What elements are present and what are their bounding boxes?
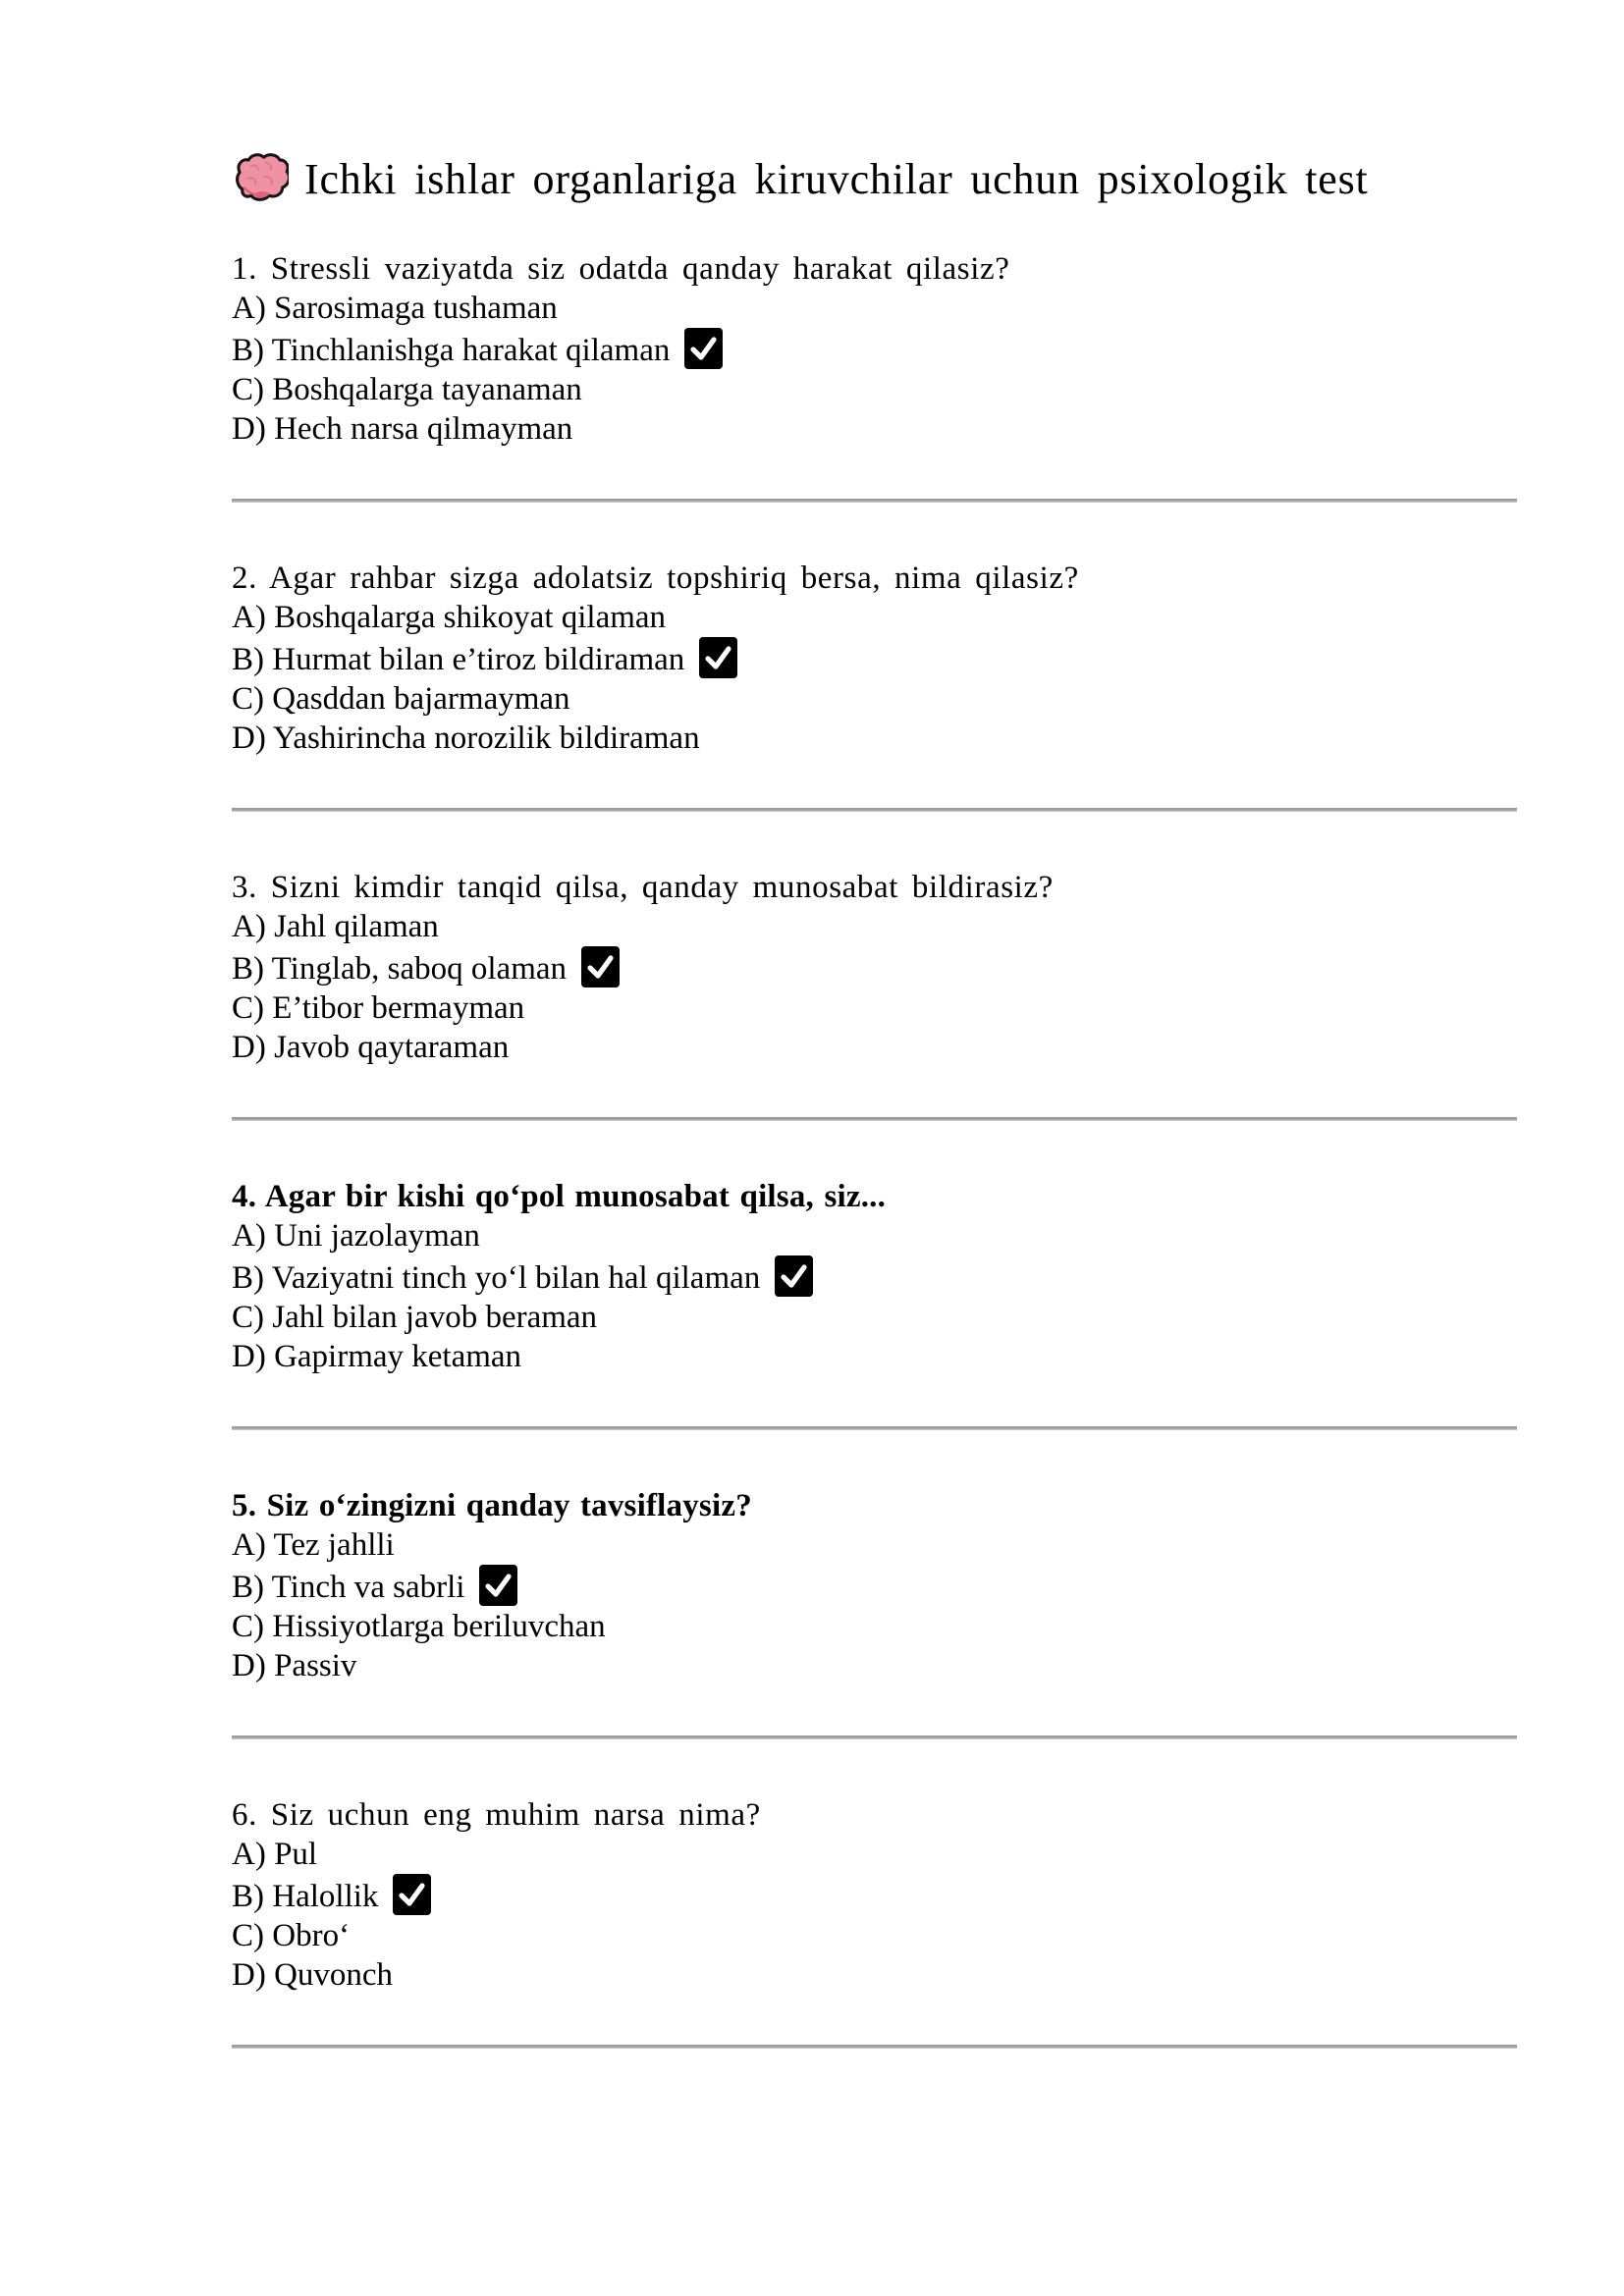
option-line: [232, 1607, 1517, 1646]
option-label: B) Tinglab, saboq olaman: [232, 951, 568, 987]
option-line: [232, 679, 1517, 719]
option-label: C) Hissiyotlarga beriluvchan: [232, 1609, 606, 1644]
page-header: [232, 147, 1517, 210]
divider: [232, 1735, 1517, 1739]
question-title: 6. Siz uchun eng muhim narsa nima?: [232, 1797, 761, 1833]
question-title: 1. Stressli vaziyatda siz odatda qanday harakat qilasiz?: [232, 251, 1010, 287]
option-label: C) Boshqalarga tayanaman: [232, 372, 582, 407]
option-label: C) E’tibor bermayman: [232, 990, 525, 1026]
option-line: [232, 1916, 1517, 1955]
checked-checkbox-icon: [775, 1255, 813, 1297]
question-block-3: [232, 868, 1517, 1067]
option-label: D) Passiv: [232, 1648, 357, 1683]
option-line: [232, 370, 1517, 409]
option-line: [232, 1525, 1517, 1565]
checked-checkbox-icon: [699, 637, 737, 678]
page-title: Ichki ishlar organlariga kiruvchilar uchun psixologik test: [304, 154, 1369, 203]
option-label: B) Tinch va sabrli: [232, 1570, 465, 1605]
option-label: A) Sarosimaga tushaman: [232, 291, 558, 326]
option-line: [232, 988, 1517, 1028]
question-title: 3. Sizni kimdir tanqid qilsa, qanday munosabat bildirasiz?: [232, 870, 1054, 905]
option-label: A) Uni jazolayman: [232, 1218, 480, 1254]
divider: [232, 1426, 1517, 1430]
option-line: [232, 1255, 1517, 1298]
option-label: B) Vaziyatni tinch yoʻl bilan hal qilaman: [232, 1260, 761, 1296]
option-label: B) Hurmat bilan e’tiroz bildiraman: [232, 642, 685, 677]
option-line: [232, 1955, 1517, 1995]
divider: [232, 808, 1517, 812]
option-line: [232, 1565, 1517, 1607]
checked-checkbox-icon: [684, 328, 723, 369]
option-line: [232, 1337, 1517, 1376]
question-block-4: [232, 1177, 1517, 1376]
option-line: [232, 637, 1517, 679]
option-line: [232, 719, 1517, 758]
option-line: [232, 409, 1517, 449]
divider: [232, 2045, 1517, 2049]
option-line: [232, 598, 1517, 637]
option-line: [232, 907, 1517, 946]
checked-checkbox-icon: [393, 1874, 431, 1915]
question-block-6: [232, 1795, 1517, 1995]
option-label: B) Tinchlanishga harakat qilaman: [232, 333, 671, 368]
question-block-2: [232, 559, 1517, 758]
question-block-5: [232, 1486, 1517, 1685]
option-label: D) Gapirmay ketaman: [232, 1339, 522, 1374]
option-label: A) Jahl qilaman: [232, 909, 439, 944]
brain-icon: [232, 153, 289, 204]
question-block-1: [232, 249, 1517, 449]
checked-checkbox-icon: [479, 1565, 517, 1606]
option-label: D) Quvonch: [232, 1957, 394, 1993]
option-line: [232, 1216, 1517, 1255]
option-label: A) Tez jahlli: [232, 1527, 395, 1563]
question-title: 5. Siz oʻzingizni qanday tavsiflaysiz?: [232, 1488, 752, 1523]
option-line: [232, 1646, 1517, 1685]
question-title: 4. Agar bir kishi qoʻpol munosabat qilsa, siz...: [232, 1179, 887, 1214]
option-label: C) Jahl bilan javob beraman: [232, 1300, 598, 1335]
option-line: [232, 289, 1517, 328]
divider: [232, 499, 1517, 503]
option-line: [232, 1874, 1517, 1916]
divider: [232, 1117, 1517, 1121]
option-line: [232, 1028, 1517, 1067]
option-line: [232, 946, 1517, 988]
option-label: A) Boshqalarga shikoyat qilaman: [232, 600, 667, 635]
option-label: D) Hech narsa qilmayman: [232, 411, 573, 447]
checked-checkbox-icon: [581, 946, 620, 988]
option-label: B) Halollik: [232, 1879, 379, 1914]
option-label: C) Qasddan bajarmayman: [232, 681, 570, 717]
option-line: [232, 328, 1517, 370]
option-label: A) Pul: [232, 1837, 318, 1872]
option-label: D) Yashirincha norozilik bildiraman: [232, 721, 700, 756]
option-line: [232, 1298, 1517, 1337]
option-line: [232, 1835, 1517, 1874]
question-title: 2. Agar rahbar sizga adolatsiz topshiriq bersa, nima qilasiz?: [232, 561, 1079, 596]
option-label: C) Obroʻ: [232, 1918, 351, 1953]
option-label: D) Javob qaytaraman: [232, 1030, 510, 1065]
